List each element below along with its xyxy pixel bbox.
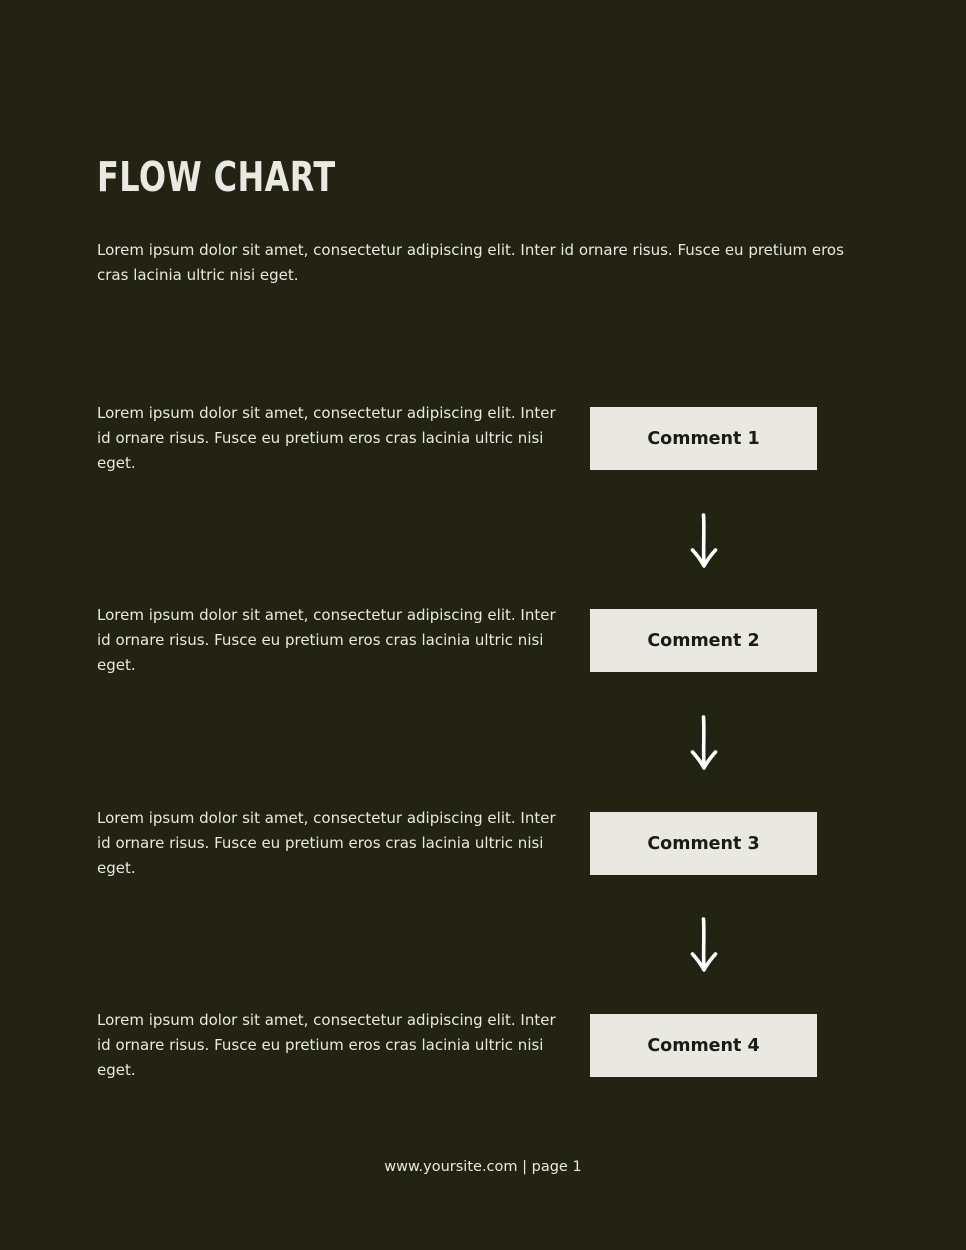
- arrow-down-icon: [688, 916, 720, 974]
- arrow-down-icon: [688, 512, 720, 570]
- step-1-description: Lorem ipsum dolor sit amet, consectetur adipiscing elit. Inter id ornare risus. Fusce eu pretium eros cras lacinia ultric nisi eget.: [97, 404, 556, 472]
- step-2-description: Lorem ipsum dolor sit amet, consectetur adipiscing elit. Inter id ornare risus. Fusce eu pretium eros cras lacinia ultric nisi eget.: [97, 606, 556, 674]
- page-footer: www.yoursite.com | page 1: [384, 1159, 582, 1175]
- step-4-box: Comment 4: [590, 1014, 817, 1077]
- step-1-box: Comment 1: [590, 407, 817, 470]
- intro-text: Lorem ipsum dolor sit amet, consectetur adipiscing elit. Inter id ornare risus. Fusce eu pretium eros cras lacinia ultric nisi eget.: [97, 241, 844, 284]
- step-4-description: Lorem ipsum dolor sit amet, consectetur adipiscing elit. Inter id ornare risus. Fusce eu pretium eros cras lacinia ultric nisi eget.: [97, 1011, 556, 1079]
- step-2-box: Comment 2: [590, 609, 817, 672]
- page-title: FLOW CHART: [97, 153, 336, 201]
- step-3-box: Comment 3: [590, 812, 817, 875]
- arrow-down-icon: [688, 714, 720, 772]
- step-3-description: Lorem ipsum dolor sit amet, consectetur adipiscing elit. Inter id ornare risus. Fusce eu pretium eros cras lacinia ultric nisi eget.: [97, 809, 556, 877]
